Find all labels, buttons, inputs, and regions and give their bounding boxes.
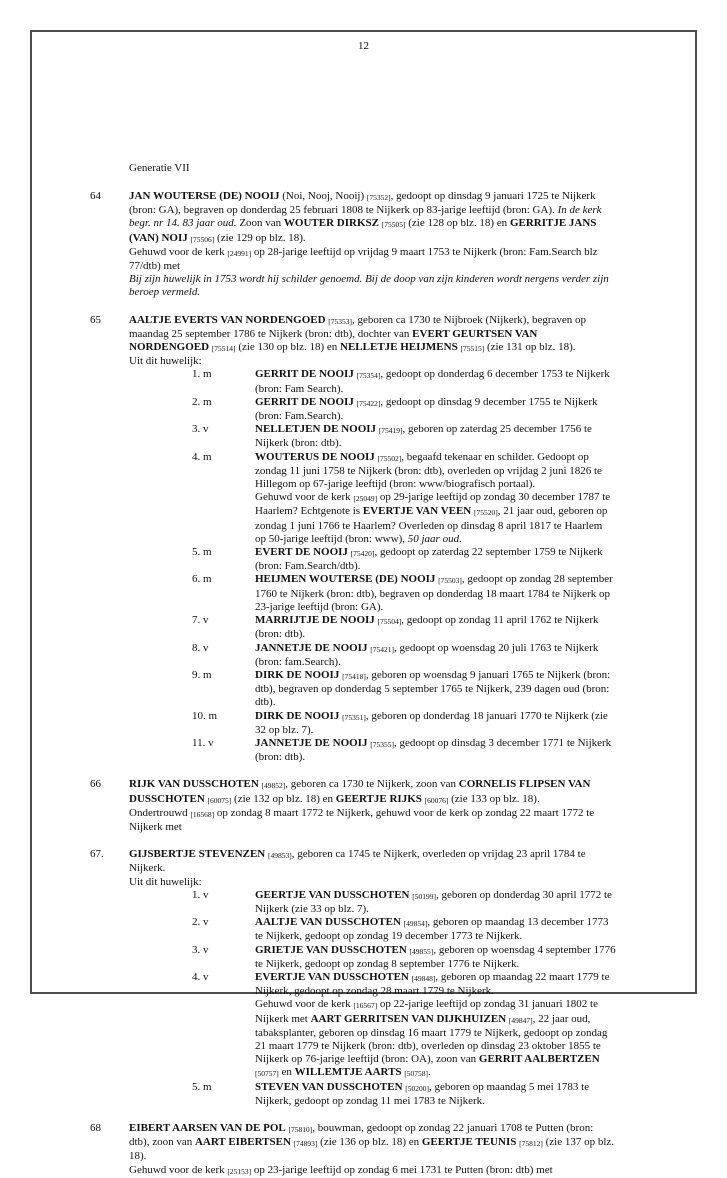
record-id: [75502] bbox=[377, 453, 402, 463]
person-name: GEERTJE VAN DUSSCHOTEN bbox=[255, 888, 410, 901]
entry-paragraph bbox=[129, 355, 616, 368]
record-id: [75420] bbox=[350, 549, 375, 559]
entry-paragraph bbox=[129, 807, 616, 834]
text-segment: (Noi, Nooj, Nooij) bbox=[279, 190, 367, 202]
child-row bbox=[192, 423, 616, 450]
child-body bbox=[255, 669, 616, 710]
entry-paragraph bbox=[129, 778, 616, 806]
child-row bbox=[192, 368, 616, 395]
text-segment: op 29-jarige leeftijd op zondag 30 december 1787 te Haarlem? Echtgenote is bbox=[255, 491, 611, 518]
entry bbox=[90, 1122, 695, 1178]
person-name: RIJK VAN DUSSCHOTEN bbox=[129, 778, 259, 791]
record-id: [24991] bbox=[227, 248, 252, 258]
record-id: [75351] bbox=[342, 712, 366, 722]
child-paragraph bbox=[255, 889, 616, 916]
record-id: [75520] bbox=[474, 508, 498, 518]
person-name: GEERTJE TEUNIS bbox=[421, 1136, 517, 1149]
child-row bbox=[192, 1081, 616, 1108]
child-row bbox=[192, 396, 616, 423]
text-segment: , gedoopt op donderdag 6 december 1753 te Nijkerk (bron: Fam Search). bbox=[255, 368, 610, 395]
record-id: [75419] bbox=[378, 426, 403, 436]
child-paragraph bbox=[255, 737, 616, 764]
child-number-gender: 10. m bbox=[192, 709, 218, 722]
person-name: AALTJE VAN DUSSCHOTEN bbox=[255, 916, 401, 929]
entry bbox=[90, 314, 695, 765]
record-id: [49854] bbox=[403, 919, 428, 929]
text-segment: , geboren ca 1745 te Nijkerk, overleden op vrijdag 23 april 1784 te Nijkerk. bbox=[129, 848, 586, 875]
entry-number: 64 bbox=[90, 190, 101, 202]
child-body bbox=[255, 971, 616, 1081]
record-id: [49848] bbox=[411, 973, 436, 983]
text-segment: op 23-jarige leeftijd op zondag 6 mei 1731 te Putten (bron: dtb) met bbox=[251, 1163, 553, 1176]
entry-paragraph bbox=[129, 314, 616, 356]
person-name: EVERT DE NOOIJ bbox=[255, 546, 348, 559]
person-name: WOUTER DIRKSZ bbox=[283, 217, 379, 230]
child-body bbox=[255, 423, 616, 450]
child-row bbox=[192, 944, 616, 971]
record-id: [60076] bbox=[424, 795, 449, 805]
person-name: WILLEMTJE AARTS bbox=[294, 1066, 402, 1079]
text-segment: , gedoopt op zondag 11 april 1762 te Nijkerk (bron: dtb). bbox=[255, 614, 599, 641]
entry-paragraph bbox=[129, 190, 616, 246]
text-segment: , 21 jaar oud, geboren op zondag 1 juni 1766 te Haarlem? Overleden op dinsdag 8 april 1817 te Haarlem op 50-jarige leeftijd (bron: www), bbox=[255, 505, 608, 545]
italic-note: 50 jaar oud. bbox=[407, 532, 462, 545]
person-name: GERRITJE JANS (VAN) NOIJ bbox=[129, 217, 597, 244]
page-border-frame bbox=[30, 30, 697, 1176]
person-name: GERRIT AALBERTZEN bbox=[478, 1053, 600, 1066]
text-segment: , gedoopt op woensdag 20 juli 1763 te Nijkerk (bron: fam.Search). bbox=[255, 641, 599, 668]
child-number-gender: 6. m bbox=[192, 573, 212, 586]
text-segment: en bbox=[278, 1066, 295, 1079]
person-name: JANNETJE DE NOOIJ bbox=[255, 641, 368, 654]
person-name: GIJSBERTJE STEVENZEN bbox=[129, 848, 266, 861]
text-segment: Gehuwd voor de kerk bbox=[255, 998, 354, 1011]
record-id: [75505] bbox=[381, 220, 406, 230]
person-name: EVERTJE VAN VEEN bbox=[362, 505, 472, 518]
child-paragraph bbox=[255, 998, 616, 1080]
child-number-gender: 11. v bbox=[192, 736, 214, 749]
record-id: [49855] bbox=[409, 946, 434, 956]
record-id: [75810] bbox=[288, 1125, 313, 1134]
person-name: GERRIT DE NOOIJ bbox=[255, 368, 354, 381]
text-segment: , bouwman, gedoopt op zondag 22 januari 1708 te Putten (bron: dtb), zoon van bbox=[129, 1122, 594, 1149]
person-name: JANNETJE DE NOOIJ bbox=[255, 736, 368, 749]
child-number-gender: 3. v bbox=[192, 423, 209, 436]
text-segment: Uit dit huwelijk: bbox=[129, 355, 202, 368]
record-id: [16568] bbox=[190, 809, 215, 819]
text-segment: (zie 137 op blz. 18). bbox=[129, 1136, 615, 1163]
child-row bbox=[192, 916, 616, 943]
child-paragraph bbox=[255, 944, 616, 971]
text-segment: , geboren ca 1730 te Nijkerk, zoon van bbox=[285, 778, 459, 791]
text-segment: , geboren op maandag 5 mei 1783 te Nijkerk, gedoopt op zondag 11 mei 1783 te Nijkerk. bbox=[255, 1080, 590, 1107]
child-row bbox=[192, 451, 616, 546]
italic-note: In de kerk begr. nr 14. 83 jaar oud. bbox=[129, 204, 602, 230]
child-number-gender: 5. m bbox=[192, 546, 212, 559]
person-name: AART EIBERTSEN bbox=[194, 1136, 291, 1149]
person-name: WOUTERUS DE NOOIJ bbox=[255, 450, 375, 463]
child-paragraph bbox=[255, 710, 616, 737]
text-segment: , geboren op woensdag 4 september 1776 te Nijkerk, gedoopt op zondag 8 september 1776 te Nijkerk. bbox=[255, 943, 616, 970]
text-segment: Gehuwd voor de kerk bbox=[255, 491, 354, 504]
text-segment: (zie 132 op blz. 18) en bbox=[231, 792, 336, 805]
record-id: [75514] bbox=[211, 344, 236, 354]
child-paragraph bbox=[255, 573, 616, 614]
record-id: [25049] bbox=[353, 494, 378, 504]
text-segment: , geboren op maandag 13 december 1773 te Nijkerk, gedoopt op zondag 19 december 1773 te Nijkerk. bbox=[255, 916, 609, 943]
record-id: [16567] bbox=[353, 1001, 378, 1011]
text-segment: (zie 128 op blz. 18) en bbox=[405, 217, 510, 230]
person-name: GERRIT DE NOOIJ bbox=[255, 395, 354, 408]
entry-paragraph bbox=[129, 273, 616, 299]
child-paragraph bbox=[255, 423, 616, 450]
child-paragraph bbox=[255, 669, 616, 710]
child-row bbox=[192, 669, 616, 710]
child-number-gender: 1. v bbox=[192, 888, 209, 901]
text-segment: (zie 131 op blz. 18). bbox=[484, 341, 576, 354]
text-segment: (zie 130 op blz. 18) en bbox=[235, 341, 341, 354]
record-id: [75515] bbox=[460, 344, 485, 354]
child-row bbox=[192, 546, 616, 573]
child-body bbox=[255, 451, 616, 546]
entry bbox=[90, 778, 695, 834]
person-name: EIBERT AARSEN VAN DE POL bbox=[129, 1122, 286, 1134]
child-paragraph bbox=[255, 971, 616, 998]
child-number-gender: 4. m bbox=[192, 450, 212, 463]
generation-heading: Generatie VII bbox=[129, 162, 190, 174]
record-id: [50758] bbox=[404, 1069, 429, 1079]
child-body bbox=[255, 368, 616, 395]
child-body bbox=[255, 737, 616, 764]
record-id: [75506] bbox=[190, 234, 215, 244]
entry-number: 65 bbox=[90, 313, 101, 326]
person-name: GRIETJE VAN DUSSCHOTEN bbox=[255, 943, 407, 956]
text-segment: , gedoopt op dinsdag 9 december 1755 te Nijkerk (bron: Fam.Search). bbox=[255, 395, 598, 423]
person-name: EVERT GEURTSEN VAN NORDENGOED bbox=[129, 327, 538, 354]
record-id: [60075] bbox=[207, 795, 232, 805]
entry-paragraph bbox=[129, 876, 616, 889]
child-number-gender: 4. v bbox=[192, 970, 209, 983]
person-name: AART GERRITSEN VAN DIJKHUIZEN bbox=[310, 1012, 507, 1025]
text-segment: op 22-jarige leeftijd op zondag 31 januari 1802 te Nijkerk met bbox=[255, 998, 598, 1025]
child-number-gender: 7. v bbox=[192, 614, 209, 627]
entry-paragraph bbox=[129, 1164, 616, 1178]
child-number-gender: 5. m bbox=[192, 1080, 212, 1093]
text-segment: (zie 136 op blz. 18) en bbox=[317, 1136, 422, 1149]
child-number-gender: 2. m bbox=[192, 395, 212, 408]
child-number-gender: 9. m bbox=[192, 668, 212, 681]
entry-number: 68 bbox=[90, 1122, 101, 1134]
child-row bbox=[192, 573, 616, 614]
child-row bbox=[192, 737, 616, 764]
text-segment: , 22 jaar oud, tabaksplanter, geboren op dinsdag 16 maart 1779 te Nijkerk, gedoopt op zondag 21 maart 1779 te Nijkerk (bron: dtb), overleden op dinsdag 23 oktober 1855 te Nijkerk op 76-jarige leeftijd (bron: OA), zoon van bbox=[255, 1012, 608, 1066]
child-paragraph bbox=[255, 491, 616, 546]
record-id: [74893] bbox=[293, 1139, 318, 1149]
child-number-gender: 1. m bbox=[192, 368, 212, 381]
person-name: CORNELIS FLIPSEN VAN DUSSCHOTEN bbox=[129, 778, 591, 805]
entry bbox=[90, 190, 695, 300]
child-number-gender: 2. v bbox=[192, 916, 209, 929]
record-id: [75418] bbox=[342, 671, 366, 681]
person-name: GEERTJE RIJKS bbox=[335, 792, 422, 805]
record-id: [75503] bbox=[438, 576, 462, 586]
entry bbox=[90, 848, 695, 1108]
child-paragraph bbox=[255, 614, 616, 641]
text-segment: . bbox=[428, 1066, 431, 1079]
child-paragraph bbox=[255, 916, 616, 943]
entry-body bbox=[129, 778, 616, 834]
entry-paragraph bbox=[129, 1122, 616, 1164]
record-id: [75421] bbox=[370, 644, 394, 654]
record-id: [75353] bbox=[328, 316, 353, 326]
text-segment: Ondertrouwd bbox=[129, 806, 191, 819]
record-id: [75504] bbox=[377, 617, 402, 627]
text-segment: , geboren op zaterdag 25 december 1756 te Nijkerk (bron: dtb). bbox=[255, 423, 592, 450]
text-segment: , geboren op woensdag 9 januari 1765 te Nijkerk (bron: dtb), begraven op donderdag 5 september 1765 te Nijkerk, 239 dagen oud (bron: dtb). bbox=[255, 668, 611, 709]
child-body bbox=[255, 614, 616, 641]
record-id: [49847] bbox=[508, 1015, 533, 1025]
text-segment: , gedoopt op zondag 28 september 1760 te Nijkerk (bron: dtb), begraven op donderdag 18 maart 1784 te Nijkerk op 23-jarige leeftijd (bron: GA). bbox=[255, 573, 613, 613]
child-row bbox=[192, 614, 616, 641]
page-number: 12 bbox=[358, 40, 369, 52]
text-segment: , geboren op donderdag 18 januari 1770 te Nijkerk (zie 32 op blz. 7). bbox=[255, 709, 608, 736]
child-number-gender: 3. v bbox=[192, 943, 209, 956]
child-paragraph bbox=[255, 396, 616, 423]
child-row bbox=[192, 889, 616, 916]
person-name: JAN WOUTERSE (DE) NOOIJ bbox=[129, 190, 280, 202]
child-paragraph bbox=[255, 546, 616, 573]
child-row bbox=[192, 642, 616, 669]
text-segment: , gedoopt op dinsdag 9 januari 1725 te Nijkerk (bron: GA), begraven op donderdag 25 februari 1808 te Nijkerk op 83-jarige leeftijd (bron: GA). bbox=[129, 190, 596, 217]
text-segment: , gedoopt op dinsdag 3 december 1771 te Nijkerk (bron: dtb). bbox=[255, 736, 612, 764]
text-segment: , begaafd tekenaar en schilder. Gedoopt op zondag 11 juni 1758 te Nijkerk (bron: dtb), overleden op vrijdag 2 juni 1826 te Hillegom op 67-jarige leeftijd (bron: www/biografisch portaal). bbox=[255, 450, 602, 491]
entry-number: 67. bbox=[90, 848, 104, 861]
entry-number: 66 bbox=[90, 778, 101, 791]
child-body bbox=[255, 573, 616, 614]
record-id: [50199] bbox=[412, 891, 436, 901]
text-segment: , geboren op donderdag 30 april 1772 te Nijkerk (zie 33 op blz. 7). bbox=[255, 888, 612, 915]
entry-body bbox=[129, 848, 616, 1108]
child-paragraph bbox=[255, 642, 616, 669]
text-segment: op 28-jarige leeftijd op vrijdag 9 maart 1753 te Nijkerk (bron: Fam.Search blz 77/dtb) met bbox=[129, 245, 598, 273]
text-segment: Zoon van bbox=[236, 217, 284, 230]
child-body bbox=[255, 546, 616, 573]
record-id: [49852] bbox=[261, 781, 286, 791]
child-body bbox=[255, 710, 616, 737]
child-paragraph bbox=[255, 451, 616, 492]
entry-paragraph bbox=[129, 848, 616, 875]
record-id: [75812] bbox=[519, 1139, 543, 1149]
person-name: EVERTJE VAN DUSSCHOTEN bbox=[255, 970, 409, 983]
child-body bbox=[255, 944, 616, 971]
person-name: DIRK DE NOOIJ bbox=[255, 709, 340, 722]
record-id: [75355] bbox=[370, 739, 394, 749]
text-segment: , geboren op maandag 22 maart 1779 te Nijkerk, gedoopt op zondag 28 maart 1779 te Nijkerk. bbox=[255, 970, 610, 998]
entry-body bbox=[129, 190, 616, 300]
entry-paragraph bbox=[129, 246, 616, 273]
record-id: [25153] bbox=[227, 1166, 252, 1176]
person-name: NELLETJE HEIJMENS bbox=[340, 341, 458, 354]
entries-list bbox=[90, 190, 695, 1178]
text-segment: , geboren ca 1730 te Nijbroek (Nijkerk), begraven op maandag 25 september 1786 te Nijkerk (bron: dtb), dochter van bbox=[129, 313, 587, 340]
record-id: [50200] bbox=[405, 1083, 430, 1093]
child-row bbox=[192, 971, 616, 1081]
entry-body bbox=[129, 1122, 616, 1178]
child-body bbox=[255, 642, 616, 669]
person-name: STEVEN VAN DUSSCHOTEN bbox=[255, 1080, 403, 1093]
child-body bbox=[255, 1081, 616, 1108]
italic-note: Bij zijn huwelijk in 1753 wordt hij schilder genoemd. Bij de doop van zijn kinderen wordt nergens verder zijn beroep vermeld. bbox=[129, 273, 609, 299]
child-paragraph bbox=[255, 1081, 616, 1108]
text-segment: Gehuwd voor de kerk bbox=[129, 245, 228, 258]
text-segment: Gehuwd voor de kerk bbox=[129, 1163, 228, 1176]
child-body bbox=[255, 396, 616, 423]
record-id: [75422] bbox=[356, 398, 381, 408]
child-body bbox=[255, 889, 616, 916]
text-segment: (zie 133 op blz. 18). bbox=[448, 792, 540, 805]
person-name: MARRIJTJE DE NOOIJ bbox=[255, 614, 375, 627]
record-id: [75352] bbox=[366, 193, 391, 202]
record-id: [49853] bbox=[268, 851, 292, 861]
child-row bbox=[192, 710, 616, 737]
text-segment: Uit dit huwelijk: bbox=[129, 875, 202, 888]
text-segment: op zondag 8 maart 1772 te Nijkerk, gehuwd voor de kerk op zondag 22 maart 1772 te Nijkerk met bbox=[129, 806, 595, 833]
person-name: NELLETJEN DE NOOIJ bbox=[255, 423, 377, 436]
text-segment: , gedoopt op zaterdag 22 september 1759 te Nijkerk (bron: Fam.Search/dtb). bbox=[255, 546, 603, 573]
child-paragraph bbox=[255, 368, 616, 395]
entry-body bbox=[129, 314, 616, 765]
text-segment: (zie 129 op blz. 18). bbox=[214, 231, 306, 244]
child-body bbox=[255, 916, 616, 943]
person-name: DIRK DE NOOIJ bbox=[255, 668, 340, 681]
record-id: [50757] bbox=[255, 1069, 279, 1079]
person-name: HEIJMEN WOUTERSE (DE) NOOIJ bbox=[255, 573, 436, 586]
child-number-gender: 8. v bbox=[192, 641, 209, 654]
person-name: AALTJE EVERTS VAN NORDENGOED bbox=[129, 313, 326, 326]
record-id: [75354] bbox=[356, 371, 381, 381]
